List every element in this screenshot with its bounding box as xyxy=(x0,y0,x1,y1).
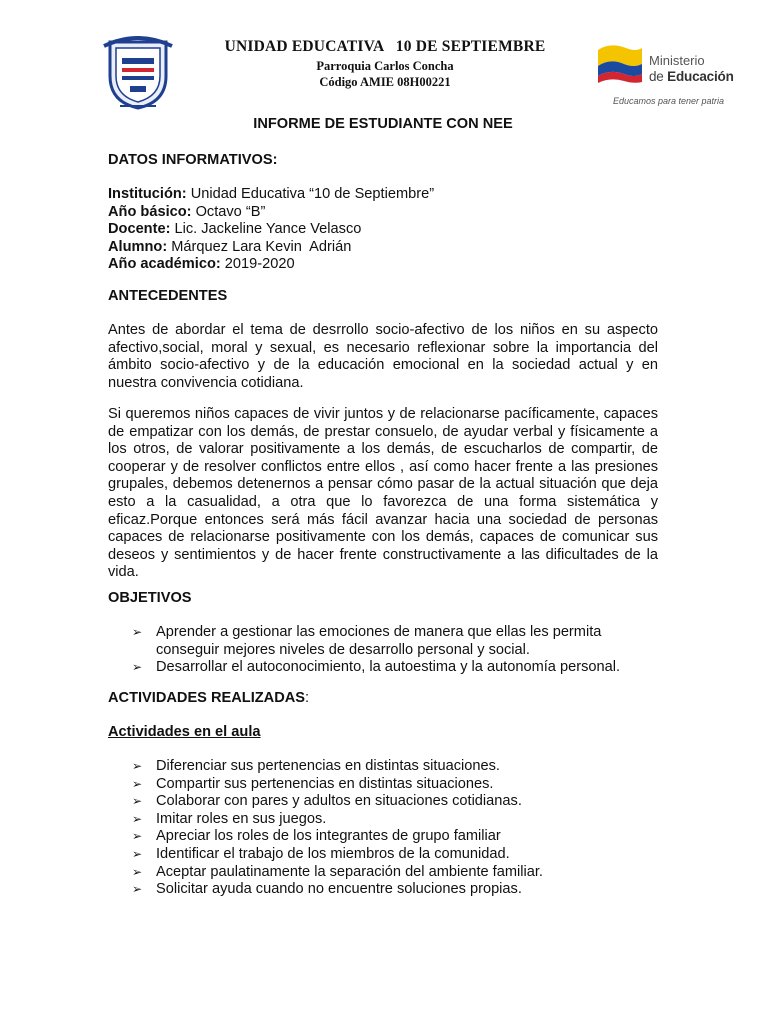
bullet-arrow-icon: ➢ xyxy=(132,759,143,773)
list-item xyxy=(132,864,658,882)
ministry-line2-prefix: de xyxy=(649,69,668,84)
list-item-text: Imitar roles en sus juegos. xyxy=(156,810,327,827)
school-name: UNIDAD EDUCATIVA 10 DE SEPTIEMBRE xyxy=(224,38,546,55)
info-docente xyxy=(108,221,361,239)
list-item-text: Diferenciar sus pertenencias en distintas situaciones. xyxy=(156,758,500,774)
ministry-flag-icon xyxy=(596,44,644,84)
bullet-arrow-icon: ➢ xyxy=(132,625,143,639)
actividades-heading-text: ACTIVIDADES REALIZADAS xyxy=(108,690,306,706)
info-label: Institución: xyxy=(108,186,187,202)
parish-name: Parroquia Carlos Concha xyxy=(316,59,454,73)
datos-heading: DATOS INFORMATIVOS: xyxy=(108,152,278,168)
list-item xyxy=(132,624,658,659)
actividades-heading xyxy=(108,690,309,708)
list-item xyxy=(132,776,658,794)
school-logo-icon xyxy=(100,36,176,112)
report-title: INFORME DE ESTUDIANTE CON NEE xyxy=(253,116,513,132)
list-item xyxy=(132,793,658,811)
objetivos-heading: OBJETIVOS xyxy=(108,590,192,606)
school-header xyxy=(190,36,580,90)
antecedentes-paragraph-1: Antes de abordar el tema de desrrollo socio-afectivo de los niños en su aspecto afectivo,social, moral y sexual, es necesario reflexionar sobre la importancia del ámbito socio-afectivo y de la educación emocional en la sociedad actual y en nuestra convivencia cotidiana. xyxy=(108,322,658,391)
list-item-text: Colaborar con pares y adultos en situaciones cotidianas. xyxy=(156,793,522,810)
list-item xyxy=(132,811,658,829)
amie-code: Código AMIE 08H00221 xyxy=(319,75,451,89)
list-item xyxy=(132,846,658,864)
list-item-text: Identificar el trabajo de los miembros de la comunidad. xyxy=(156,845,510,862)
list-item xyxy=(132,758,658,776)
aula-heading: Actividades en el aula xyxy=(108,724,261,740)
bullet-arrow-icon: ➢ xyxy=(132,794,143,809)
info-value: Octavo “B” xyxy=(191,203,266,220)
bullet-arrow-icon: ➢ xyxy=(132,811,143,826)
bullet-arrow-icon: ➢ xyxy=(132,846,143,861)
list-item-text: Desarrollar el autoconocimiento, la autoestima y la autonomía personal. xyxy=(156,659,621,676)
info-value: 2019-2020 xyxy=(220,256,295,273)
info-label: Docente: xyxy=(108,221,171,238)
list-item-text: Apreciar los roles de los integrantes de grupo familiar xyxy=(156,828,501,845)
ministry-line1: Ministerio xyxy=(649,53,705,68)
info-value: Unidad Educativa “10 de Septiembre” xyxy=(186,186,435,202)
info-ano-academico xyxy=(108,256,295,274)
info-label: Alumno: xyxy=(108,238,168,255)
objetivos-list xyxy=(132,624,658,677)
list-item-text: Aprender a gestionar las emociones de manera que ellas les permita conseguir mejores niveles de desarrollo personal y social. xyxy=(156,624,602,658)
list-item xyxy=(132,828,658,846)
aula-activities-list xyxy=(132,758,658,899)
info-value: Lic. Jackeline Yance Velasco xyxy=(170,221,362,238)
info-institucion xyxy=(108,186,434,204)
info-label: Año básico: xyxy=(108,203,192,220)
bullet-arrow-icon: ➢ xyxy=(132,864,143,879)
antecedentes-heading: ANTECEDENTES xyxy=(108,288,228,304)
list-item-text: Compartir sus pertenencias en distintas situaciones. xyxy=(156,775,494,792)
ministry-slogan: Educamos para tener patria xyxy=(613,96,725,106)
bullet-arrow-icon: ➢ xyxy=(132,776,143,791)
ministry-line2 xyxy=(649,69,734,84)
list-item-text: Solicitar ayuda cuando no encuentre soluciones propias. xyxy=(156,881,522,898)
list-item-text: Aceptar paulatinamente la separación del ambiente familiar. xyxy=(156,863,543,880)
list-item xyxy=(132,659,658,677)
info-value: Márquez Lara Kevin Adrián xyxy=(167,238,352,255)
ministry-line2-bold: Educación xyxy=(667,69,734,84)
bullet-arrow-icon: ➢ xyxy=(132,829,143,844)
bullet-arrow-icon: ➢ xyxy=(132,882,143,897)
list-item xyxy=(132,881,658,899)
antecedentes-paragraph-2: Si queremos niños capaces de vivir juntos y de relacionarse pacíficamente, capaces de empatizar con los demás, de prestar consuelo, de ayudar verbal y físicamente a los otros, de valorar positivamente a los demás, de escucharlos de compartir, de cooperar y de resolver conflictos entre ellos , así como hacer frente a las presiones grupales, debemos detenernos a pensar cómo pasar de la actual situación que deja esto a la casualidad, a otra que lo favorezca de una forma sistemática y eficaz.Porque entonces será más fácil avanzar hacia una sociedad de personas capaces de relacionarse positivamente con los demás, capaces de comunicar sus deseos y sentimientos y de hacer frente constructivamente a las dificultades de la vida. xyxy=(108,406,658,581)
actividades-heading-colon: : xyxy=(305,690,310,706)
info-alumno xyxy=(108,239,351,257)
info-label: Año académico: xyxy=(108,256,221,273)
info-ano-basico xyxy=(108,204,265,222)
bullet-arrow-icon: ➢ xyxy=(132,660,143,675)
